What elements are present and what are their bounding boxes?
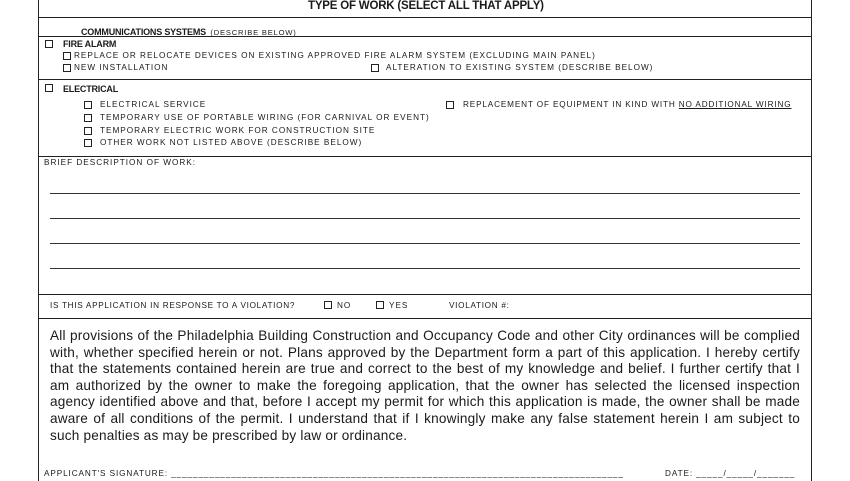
replacement-in-kind-checkbox[interactable] (446, 101, 454, 109)
temporary-electric-label: TEMPORARY ELECTRIC WORK FOR CONSTRUCTION SITE (100, 126, 376, 135)
violation-question: IS THIS APPLICATION IN RESPONSE TO A VIOLATION? (50, 301, 296, 310)
other-work-checkbox[interactable] (84, 139, 92, 147)
new-installation-label: NEW INSTALLATION (74, 63, 169, 72)
section-title: TYPE OF WORK (SELECT ALL THAT APPLY) (308, 0, 544, 12)
rule (38, 318, 812, 319)
description-label: BRIEF DESCRIPTION OF WORK: (44, 158, 197, 167)
alteration-label: ALTERATION TO EXISTING SYSTEM (DESCRIBE BELOW) (386, 63, 654, 72)
electrical-service-checkbox[interactable] (84, 101, 92, 109)
violation-yes-label: YES (389, 301, 409, 310)
replace-relocate-checkbox[interactable] (63, 52, 71, 60)
description-line[interactable] (50, 243, 800, 244)
description-line[interactable] (50, 218, 800, 219)
rule (38, 17, 812, 18)
fire-alarm-label: FIRE ALARM (63, 39, 117, 49)
date-line[interactable]: DATE: _____/_____/_______ (665, 469, 796, 478)
new-installation-checkbox[interactable] (63, 64, 71, 72)
temporary-electric-checkbox[interactable] (84, 127, 92, 135)
other-work-label: OTHER WORK NOT LISTED ABOVE (DESCRIBE BELOW) (100, 138, 363, 147)
fire-alarm-checkbox[interactable] (45, 40, 53, 48)
electrical-service-label: ELECTRICAL SERVICE (100, 100, 207, 109)
alteration-checkbox[interactable] (371, 64, 379, 72)
signature-line[interactable]: APPLICANT'S SIGNATURE: ___________________________________________________________________________________ (44, 469, 624, 478)
violation-no-label: NO (337, 301, 352, 310)
replacement-in-kind-label (463, 100, 791, 109)
violation-number-label: VIOLATION #: (449, 301, 510, 310)
electrical-checkbox[interactable] (45, 84, 53, 92)
rule (38, 79, 812, 80)
violation-yes-checkbox[interactable] (376, 301, 384, 309)
replacement-prefix: REPLACEMENT OF EQUIPMENT IN KIND WITH (463, 100, 679, 109)
replacement-underlined: NO ADDITIONAL WIRING (678, 100, 792, 109)
certification-statement: All provisions of the Philadelphia Building Construction and Occupancy Code and other City ordinances will be complied with, whether specified herein or not. Plans approved by the Department form a part of this application. I hereby certify that the statements contained herein are true and correct to the best of my knowledge and belief. I further certify that I am authorized by the owner to make the foregoing application, that the owner has selected the licensed inspection agency identified above and that, before I accept my permit for which this application is made, the owner shall be made aware of all conditions of the permit. I understand that if I knowingly make any false statement herein I am subject to such penalties as may be prescribed by law or ordinance. (50, 328, 800, 443)
replace-relocate-label: REPLACE OR RELOCATE DEVICES ON EXISTING APPROVED FIRE ALARM SYSTEM (EXCLUDING MAIN PANEL) (74, 51, 596, 60)
description-line[interactable] (50, 193, 800, 194)
electrical-label: ELECTRICAL (63, 84, 118, 94)
violation-no-checkbox[interactable] (324, 301, 332, 309)
description-line[interactable] (50, 268, 800, 269)
rule (38, 294, 812, 295)
portable-wiring-label: TEMPORARY USE OF PORTABLE WIRING (FOR CARNIVAL OR EVENT) (100, 113, 430, 122)
portable-wiring-checkbox[interactable] (84, 114, 92, 122)
communications-note: (DESCRIBE BELOW) (210, 28, 297, 37)
rule (38, 156, 812, 157)
communications-label: COMMUNICATIONS SYSTEMS (81, 27, 206, 37)
communications-row (81, 22, 297, 40)
